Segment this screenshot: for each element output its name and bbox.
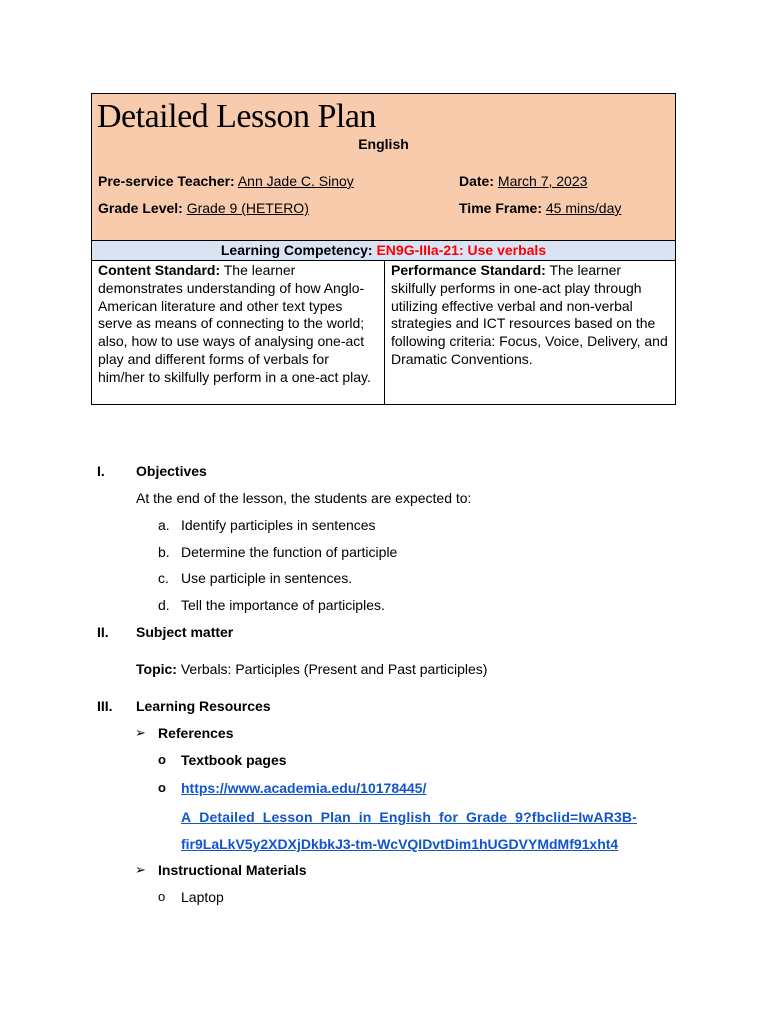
performance-standard-label: Performance Standard: xyxy=(391,262,546,278)
document-title: Detailed Lesson Plan xyxy=(97,98,376,135)
lesson-plan-header xyxy=(91,93,676,241)
competency-code: EN9G-IIIa-21: Use verbals xyxy=(376,242,547,258)
time-frame-field xyxy=(459,200,621,216)
section-numeral-subject-matter: II. xyxy=(97,624,109,640)
grade-field xyxy=(98,200,309,216)
topic-label: Topic: xyxy=(136,661,177,677)
topic-line xyxy=(136,661,487,677)
reference-link-line-1[interactable]: https://www.academia.edu/10178445/ xyxy=(181,780,427,796)
circle-bullet-icon: o xyxy=(158,780,166,795)
reference-link[interactable] xyxy=(181,780,426,796)
content-standard-cell xyxy=(92,261,385,404)
arrow-bullet-icon: ➢ xyxy=(135,862,146,877)
objective-item: Identify participles in sentences xyxy=(181,517,376,533)
grade-value: Grade 9 (HETERO) xyxy=(186,200,309,216)
subject-label: English xyxy=(358,136,409,152)
time-frame-label: Time Frame: xyxy=(459,200,542,216)
date-field xyxy=(459,173,587,189)
learning-competency-row xyxy=(91,241,676,261)
arrow-bullet-icon: ➢ xyxy=(135,725,146,740)
section-title-subject-matter: Subject matter xyxy=(136,624,234,640)
objectives-intro: At the end of the lesson, the students are expected to: xyxy=(136,490,472,506)
content-standard-text: The learner demonstrates understanding of how Anglo-American literature and other text types serve as means of connecting to the world; also, how to use ways of analysing one-act play and different forms of verbals for him/her to skilfully perform in a one-act play. xyxy=(98,262,371,385)
objective-item: Use participle in sentences. xyxy=(181,570,353,586)
teacher-label: Pre-service Teacher: xyxy=(98,173,235,189)
material-item: Laptop xyxy=(181,889,224,905)
performance-standard-cell xyxy=(385,261,675,404)
performance-standard-text: The learner skilfully performs in one-act play through utilizing effective verbal and non-verbal strategies and ICT resources based on the following criteria: Focus, Voice, Delivery, and Dramatic Conventions. xyxy=(391,262,668,367)
section-title-resources: Learning Resources xyxy=(136,698,271,714)
date-label: Date: xyxy=(459,173,495,189)
section-numeral-resources: III. xyxy=(97,698,113,714)
reference-link-line-3[interactable]: fir9LaLkV5y2XDXjDkbkJ3-tm-WcVQIDvtDim1hUGDVYMdMf91xht4 xyxy=(181,836,619,852)
teacher-field xyxy=(98,173,354,189)
competency-label: Learning Competency: xyxy=(220,242,373,258)
objective-letter: b. xyxy=(158,544,170,560)
textbook-pages-label: Textbook pages xyxy=(181,752,287,768)
instructional-materials-label: Instructional Materials xyxy=(158,862,307,878)
objective-item: Determine the function of participle xyxy=(181,544,398,560)
date-value: March 7, 2023 xyxy=(497,173,588,189)
objective-letter: d. xyxy=(158,597,170,613)
section-title-objectives: Objectives xyxy=(136,463,207,479)
standards-table xyxy=(91,261,676,405)
content-standard-label: Content Standard: xyxy=(98,262,221,278)
objective-letter: a. xyxy=(158,517,170,533)
topic-value: Verbals: Participles (Present and Past participles) xyxy=(180,661,488,677)
reference-link-line-2[interactable]: A_Detailed_Lesson_Plan_in_English_for_Grade_9?fbclid=IwAR3B- xyxy=(181,809,637,825)
time-frame-value: 45 mins/day xyxy=(545,200,622,216)
grade-label: Grade Level: xyxy=(98,200,183,216)
objective-item: Tell the importance of participles. xyxy=(181,597,385,613)
reference-link-continued-2[interactable] xyxy=(181,836,618,852)
circle-bullet-icon: o xyxy=(158,752,166,767)
teacher-value: Ann Jade C. Sinoy xyxy=(237,173,354,189)
section-numeral-objectives: I. xyxy=(97,463,105,479)
references-label: References xyxy=(158,725,234,741)
objective-letter: c. xyxy=(158,570,169,586)
reference-link-continued[interactable] xyxy=(181,809,637,825)
circle-bullet-icon: o xyxy=(158,889,166,904)
